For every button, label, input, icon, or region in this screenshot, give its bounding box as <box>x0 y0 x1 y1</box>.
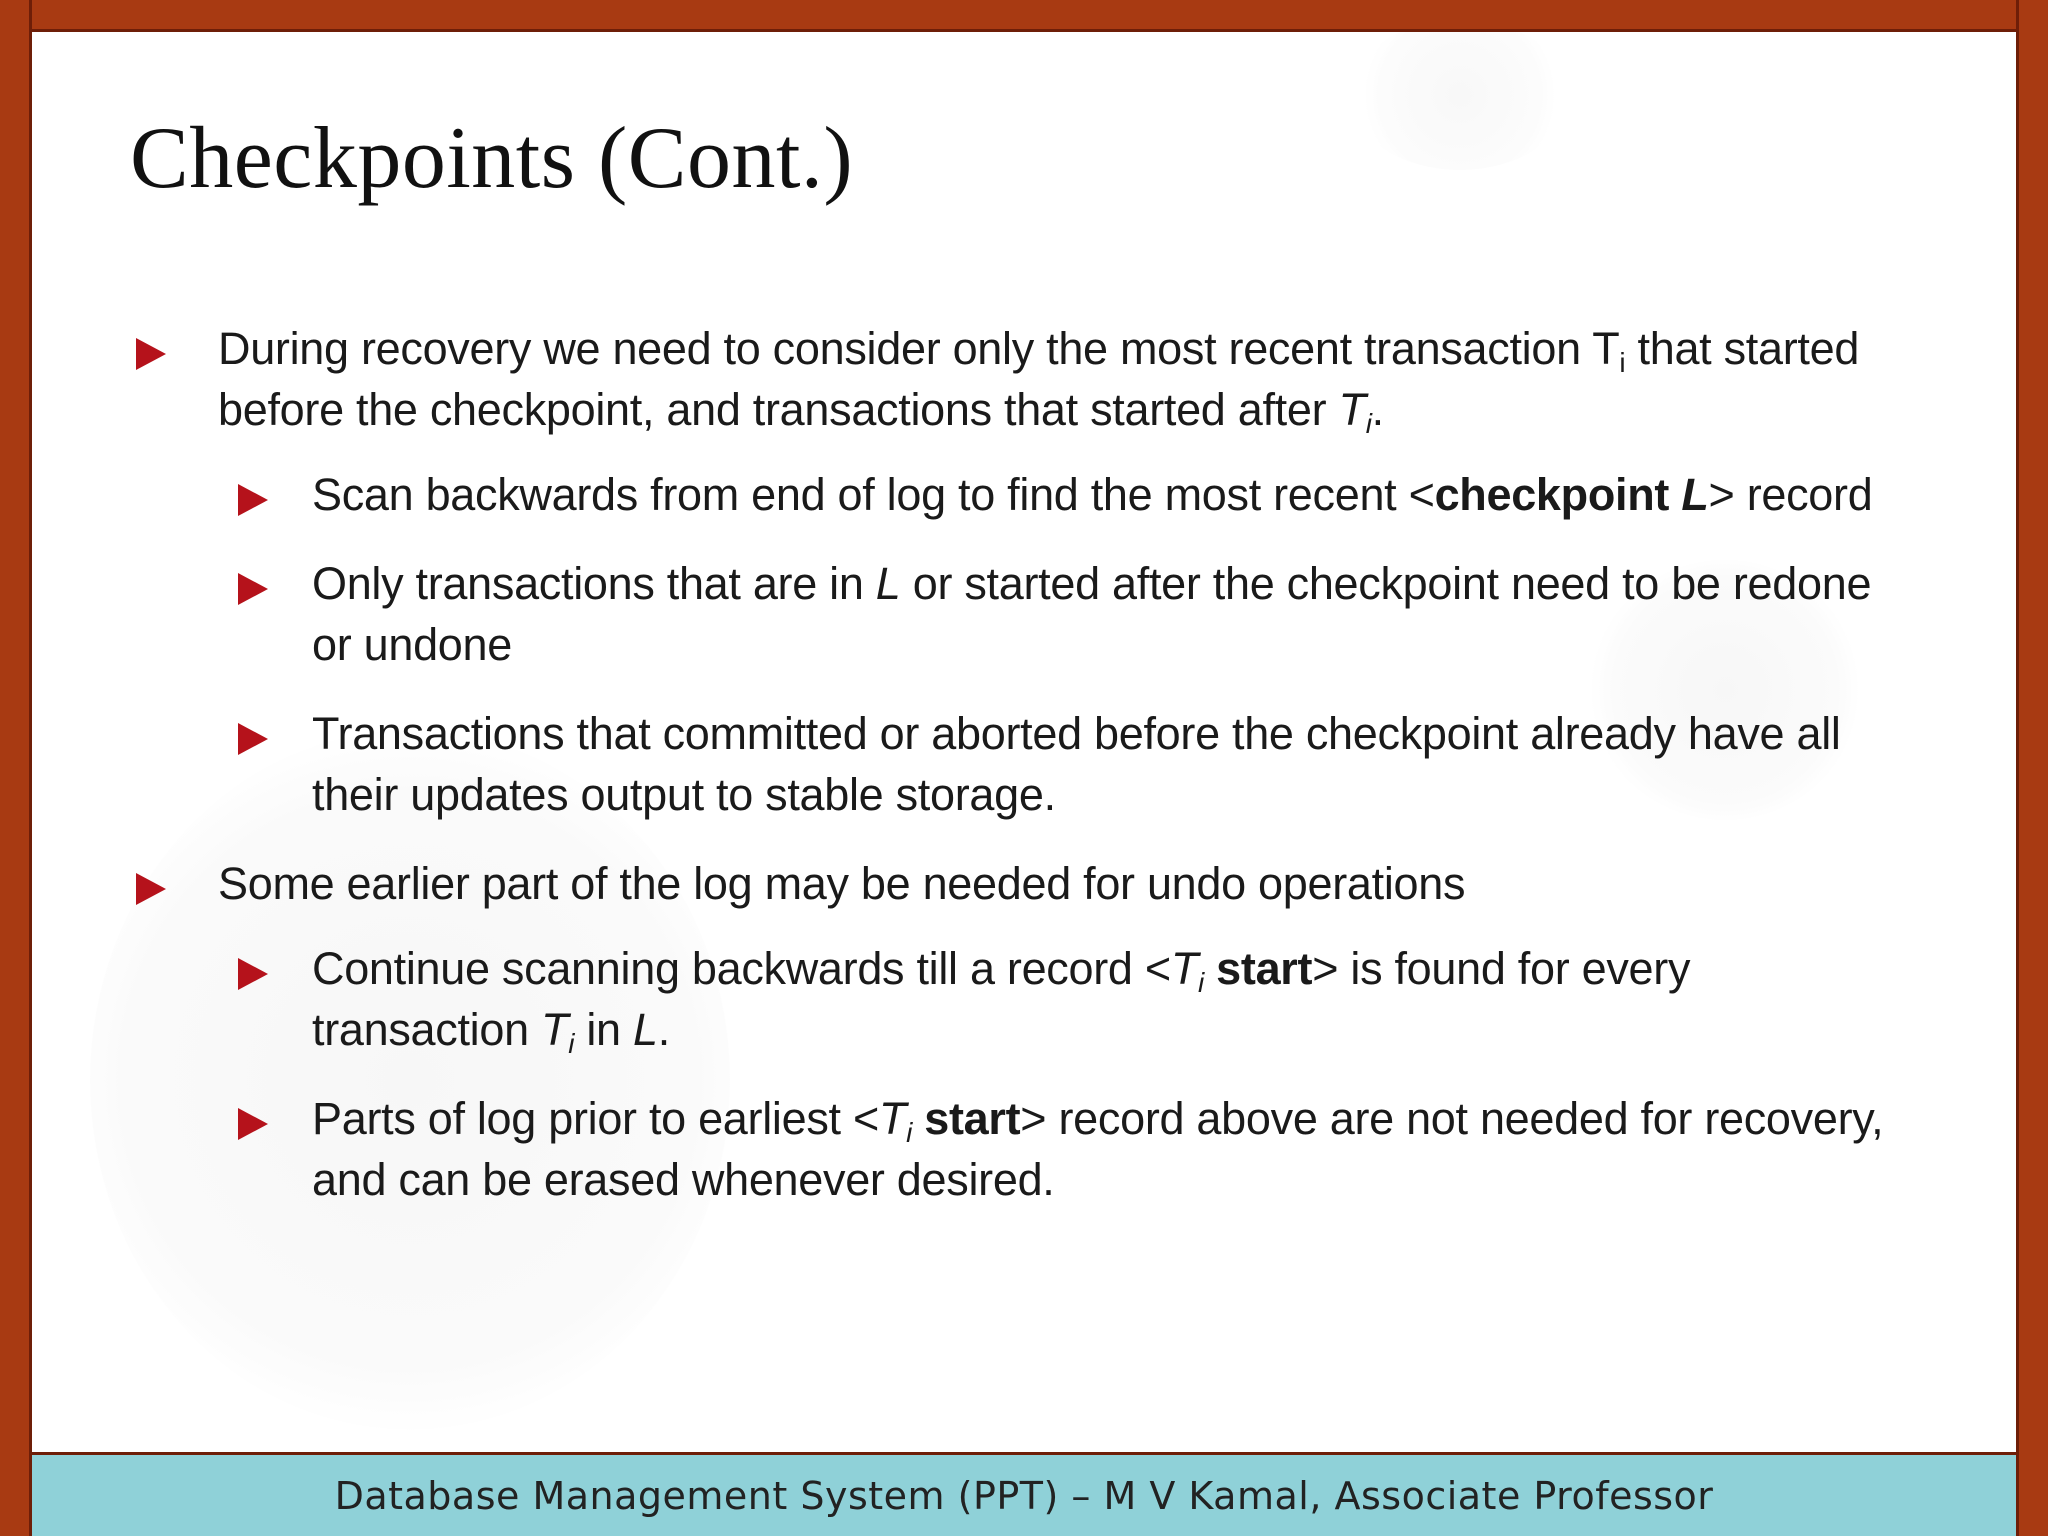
triangle-right-icon <box>238 723 268 755</box>
slide-frame-right <box>2016 0 2048 1536</box>
sub-bullet-item: Parts of log prior to earliest $<T_i$ start> record above are not needed for recovery, and can be erased whenever desired. <box>130 1088 1890 1210</box>
triangle-right-icon <box>238 1108 268 1140</box>
bullet-item: During recovery we need to consider only the most recent transaction $T_i$ that started before the checkpoint, and transactions that started after $T_i$. <box>130 318 1890 440</box>
bullet-item: Some earlier part of the log may be needed for undo operations <box>130 853 1890 914</box>
sub-bullet-item: Transactions that committed or aborted before the checkpoint already have all their updates output to stable storage. <box>130 703 1890 825</box>
slide-frame-left <box>0 0 32 1536</box>
background-decoration <box>1350 20 1570 170</box>
triangle-right-icon <box>136 873 166 905</box>
triangle-right-icon <box>238 484 268 516</box>
sub-bullet-item: Only transactions that are in L or started after the checkpoint need to be redone or undone <box>130 553 1890 675</box>
slide-body <box>130 318 1890 1238</box>
sub-bullet-item: Scan backwards from end of log to find the most recent <checkpoint L> record <box>130 464 1890 525</box>
triangle-right-icon <box>136 338 166 370</box>
triangle-right-icon <box>238 958 268 990</box>
triangle-right-icon <box>238 573 268 605</box>
sub-bullet-item: Continue scanning backwards till a record $<T_i$ start> is found for every transaction $T_i$ in L. <box>130 938 1890 1060</box>
slide-title: Checkpoints (Cont.) <box>130 110 854 207</box>
footer-text: Database Management System (PPT) – M V Kamal, Associate Professor <box>334 1473 1714 1518</box>
slide-footer <box>32 1452 2016 1536</box>
slide-frame-top <box>0 0 2048 32</box>
